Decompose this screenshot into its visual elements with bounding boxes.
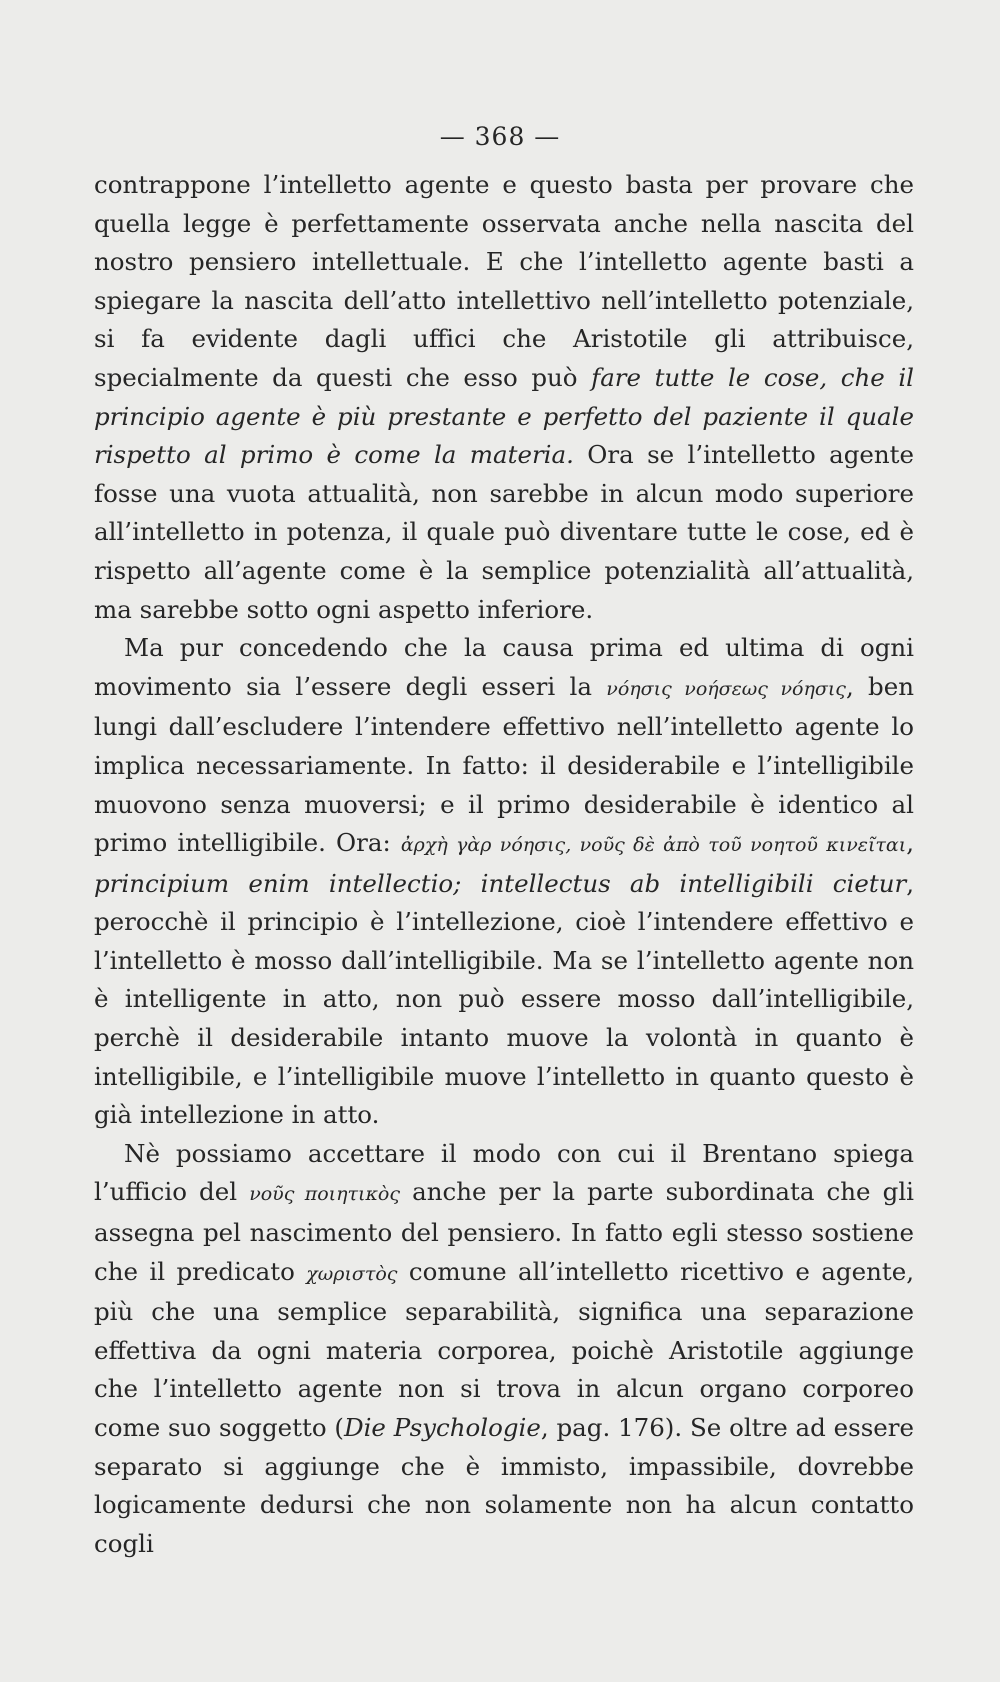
greek-phrase: νόησις νοήσεως νόησις bbox=[606, 677, 846, 700]
latin-quote: principium enim intellectio; intellectus ab intelligibili cietur bbox=[94, 868, 907, 898]
text-run: Ma pur concedendo che la causa prima ed ultima di ogni movimento sia l’essere degli esseri la bbox=[94, 633, 914, 701]
paragraph bbox=[94, 1135, 914, 1564]
paragraph bbox=[94, 166, 914, 629]
text-run: , bbox=[906, 828, 914, 858]
book-title: Die Psychologie bbox=[343, 1413, 541, 1442]
text-run: Ora se l’intelletto agente fosse una vuota attualità, non sarebbe in alcun modo superiore all’intelletto in potenza, il quale può diventare tutte le cose, ed è rispetto all’agente come è la semplice potenzialità all’attualità, ma sarebbe sotto ogni aspetto inferiore. bbox=[94, 440, 914, 624]
text-run: anche per la parte subordinata che gli assegna pel nascimento del pensiero. In fatto egli stesso sostiene che il predicato bbox=[94, 1177, 915, 1286]
text-run: comune all’intelletto ricettivo e agente, più che una semplice separabilità, significa una separazione effettiva da ogni materia corporea, poichè Aristotile aggiunge che l’intelletto agente non si trova in alcun organo corporeo come suo soggetto ( bbox=[94, 1256, 915, 1442]
greek-quote: ἀρχὴ γὰρ νόησις, νοῦς δὲ ἀπὸ τοῦ νοητοῦ κινεῖται bbox=[400, 834, 907, 857]
paragraph bbox=[94, 629, 914, 1135]
text-run: contrappone l’intelletto agente e questo basta per provare che quella legge è perfettamente osservata anche nella nascita del nostro pensiero intellettuale. E che l’intelletto agente basti a spiegare la nascita dell’atto intellettivo nell’intelletto potenziale, si fa evidente dagli uffici che Aristotile gli attribuisce, specialmente da questi che esso può bbox=[94, 170, 914, 392]
italic-quote: fare tutte le cose, che il principio agente è più prestante e perfetto del paziente il quale rispetto al primo è come la materia. bbox=[94, 362, 914, 470]
text-run: , ben lungi dall’escludere l’intendere effettivo nell’intelletto agente lo implica necessariamente. In fatto: il desiderabile e l’intelligibile muovono senza muoversi; e il primo desiderabile è identico al primo intelligibile. Ora: bbox=[94, 671, 914, 858]
text-run: , pag. 176). Se oltre ad essere separato si aggiunge che è immisto, impassibile, dovrebbe logicamente dedursi che non solamente non ha alcun contatto cogli bbox=[94, 1413, 914, 1558]
text-run: , perocchè il principio è l’intellezione, cioè l’intendere effettivo e l’intelletto è mosso dall’intelligibile. Ma se l’intelletto agente non è intelligente in atto, non può essere mosso dall’intelligibile, perchè il desiderabile intanto muove la volontà in quanto è intelligibile, e l’intelligibile muove l’intelletto in quanto questo è già intellezione in atto. bbox=[94, 868, 914, 1130]
body-text bbox=[94, 166, 914, 1563]
text-run: Nè possiamo accettare il modo con cui il Brentano spiega l’ufficio del bbox=[94, 1138, 914, 1207]
page-number: — 368 — bbox=[439, 122, 561, 151]
greek-term: χωριστὸς bbox=[306, 1262, 398, 1285]
greek-term: νοῦς ποιητικὸς bbox=[249, 1183, 400, 1206]
